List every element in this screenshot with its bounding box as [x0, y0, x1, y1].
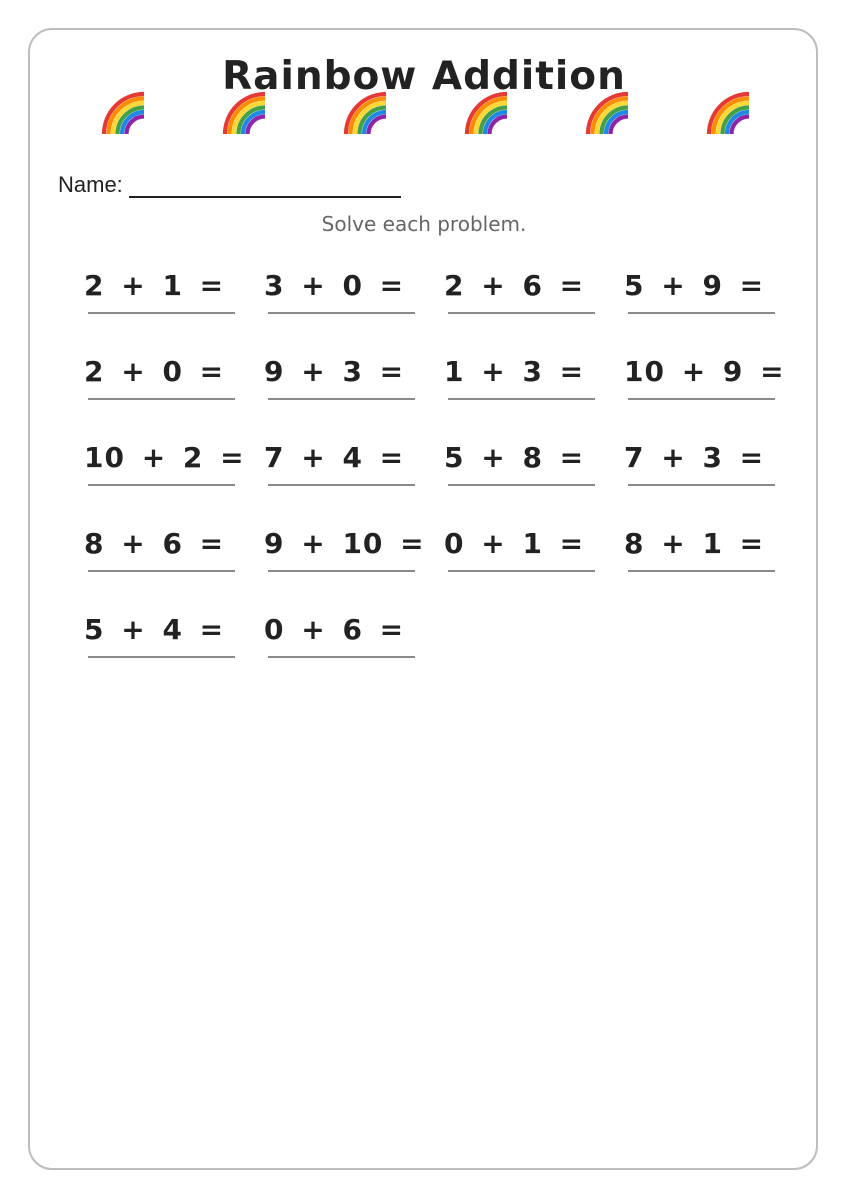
answer-line[interactable]: [88, 398, 235, 400]
problem-expression: 7 + 4 =: [264, 441, 405, 474]
worksheet-title: Rainbow Addition: [222, 54, 626, 99]
problem-item: [444, 526, 596, 586]
problem-expression: 9 + 10 =: [264, 527, 425, 560]
problem-expression: 5 + 9 =: [624, 269, 765, 302]
problem-item: [264, 440, 416, 500]
answer-line[interactable]: [88, 312, 235, 314]
problem-item: [444, 440, 596, 500]
problem-expression: 8 + 6 =: [84, 527, 225, 560]
name-label: Name:: [58, 172, 123, 197]
answer-line[interactable]: [448, 484, 595, 486]
answer-line[interactable]: [88, 656, 235, 658]
problem-item: [624, 440, 776, 500]
answer-line[interactable]: [268, 398, 415, 400]
problem-expression: 1 + 3 =: [444, 355, 585, 388]
problem-item: [624, 268, 776, 328]
problem-item: [84, 612, 236, 672]
problem-item: [264, 526, 425, 586]
answer-line[interactable]: [268, 570, 415, 572]
problem-expression: 5 + 8 =: [444, 441, 585, 474]
answer-line[interactable]: [628, 570, 775, 572]
problem-expression: 2 + 0 =: [84, 355, 225, 388]
problem-expression: 3 + 0 =: [264, 269, 405, 302]
answer-line[interactable]: [268, 312, 415, 314]
problem-expression: 10 + 9 =: [624, 355, 785, 388]
problem-expression: 8 + 1 =: [624, 527, 765, 560]
answer-line[interactable]: [88, 570, 235, 572]
problem-expression: 2 + 1 =: [84, 269, 225, 302]
instructions: Solve each problem.: [321, 212, 527, 236]
problem-expression: 5 + 4 =: [84, 613, 225, 646]
problem-expression: 0 + 1 =: [444, 527, 585, 560]
answer-line[interactable]: [268, 656, 415, 658]
answer-line[interactable]: [268, 484, 415, 486]
problem-item: [84, 354, 236, 414]
problem-expression: 7 + 3 =: [624, 441, 765, 474]
problem-expression: 2 + 6 =: [444, 269, 585, 302]
problem-item: [264, 612, 416, 672]
answer-line[interactable]: [448, 312, 595, 314]
problem-item: [264, 354, 416, 414]
problem-item: [84, 526, 236, 586]
answer-line[interactable]: [88, 484, 235, 486]
problem-item: [624, 526, 776, 586]
problem-item: [264, 268, 416, 328]
problem-expression: 9 + 3 =: [264, 355, 405, 388]
problem-expression: 0 + 6 =: [264, 613, 405, 646]
answer-line[interactable]: [448, 398, 595, 400]
problem-item: [624, 354, 785, 414]
answer-line[interactable]: [628, 398, 775, 400]
problem-expression: 10 + 2 =: [84, 441, 245, 474]
answer-line[interactable]: [448, 570, 595, 572]
problem-item: [84, 268, 236, 328]
problem-item: [444, 354, 596, 414]
problem-item: [84, 440, 245, 500]
answer-line[interactable]: [628, 484, 775, 486]
answer-line[interactable]: [628, 312, 775, 314]
problem-item: [444, 268, 596, 328]
